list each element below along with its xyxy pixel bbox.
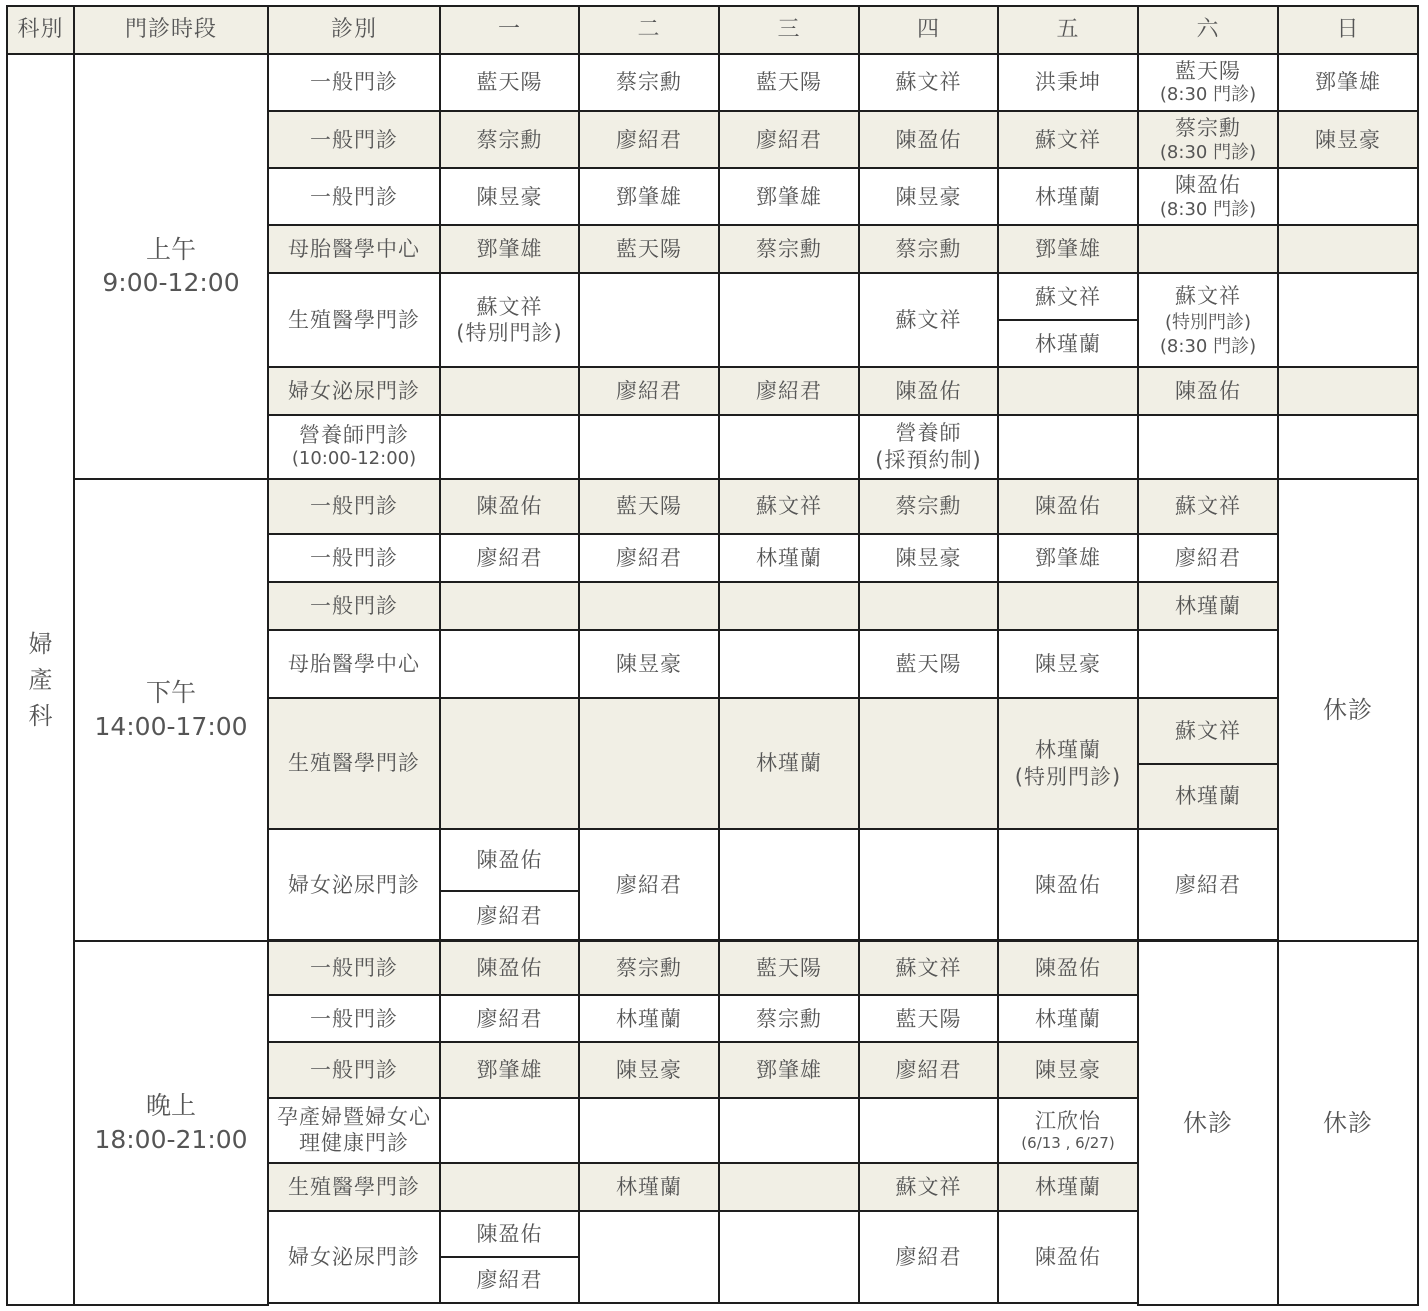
- schedule-cell: 藍天陽: [719, 941, 859, 995]
- schedule-note: (特別門診): [1164, 311, 1252, 333]
- schedule-cell: [719, 1098, 859, 1163]
- schedule-cell: 鄧肇雄: [719, 168, 859, 225]
- schedule-note: (8:30 門診): [1159, 335, 1257, 357]
- schedule-cell: 蔡宗勳: [859, 479, 998, 534]
- schedule-cell: 陳盈佑: [859, 367, 998, 414]
- schedule-note: (8:30 門診): [1159, 198, 1257, 220]
- schedule-cell: 陳昱豪: [579, 1042, 719, 1097]
- schedule-cell: 鄧肇雄: [440, 225, 579, 273]
- clinic-name: 一般門診: [268, 582, 440, 630]
- schedule-cell: 蘇文祥: [1138, 479, 1278, 534]
- doctor-name: 陳盈佑: [1175, 173, 1241, 198]
- clinic-name: 一般門診: [268, 479, 440, 534]
- schedule-note: (特別門診): [456, 321, 563, 346]
- schedule-cell: [579, 1211, 719, 1303]
- schedule-cell: [1138, 54, 1278, 111]
- schedule-cell: 林瑾蘭: [1138, 764, 1278, 829]
- schedule-cell: [719, 415, 859, 479]
- schedule-cell: 陳盈佑: [440, 1211, 579, 1257]
- clinic-name: 一般門診: [268, 941, 440, 995]
- schedule-cell: 蘇文祥: [998, 273, 1138, 320]
- clinic-label: 孕產婦暨婦女心: [277, 1104, 431, 1129]
- schedule-cell: 蔡宗勳: [719, 225, 859, 273]
- schedule-cell: 陳盈佑: [859, 111, 998, 168]
- header-tue: 二: [579, 6, 719, 54]
- schedule-note: (6/13 , 6/27): [1021, 1133, 1115, 1152]
- schedule-cell: [1278, 168, 1418, 225]
- schedule-cell: [859, 415, 998, 479]
- schedule-cell: 陳盈佑: [998, 941, 1138, 995]
- header-fri: 五: [998, 6, 1138, 54]
- schedule-cell: 廖紹君: [579, 829, 719, 940]
- schedule-cell: [440, 1163, 579, 1211]
- clinic-name: 一般門診: [268, 168, 440, 225]
- schedule-cell: 陳昱豪: [998, 630, 1138, 698]
- schedule-cell: [859, 698, 998, 829]
- schedule-cell: [579, 582, 719, 630]
- evening-sunday-closed: 休診: [1278, 941, 1418, 1305]
- schedule-cell: 陳盈佑: [440, 479, 579, 534]
- schedule-cell: 鄧肇雄: [719, 1042, 859, 1097]
- clinic-name: 生殖醫學門診: [268, 698, 440, 829]
- schedule-cell: 鄧肇雄: [998, 225, 1138, 273]
- header-wed: 三: [719, 6, 859, 54]
- schedule-cell: 廖紹君: [579, 111, 719, 168]
- schedule-cell: 陳盈佑: [440, 941, 579, 995]
- schedule-cell: 藍天陽: [719, 54, 859, 111]
- evening-period-cell: [74, 941, 268, 1305]
- schedule-cell: 藍天陽: [440, 54, 579, 111]
- schedule-cell: 蘇文祥: [859, 1163, 998, 1211]
- schedule-cell: [440, 415, 579, 479]
- schedule-cell: 洪秉坤: [998, 54, 1138, 111]
- clinic-name: 婦女泌尿門診: [268, 829, 440, 940]
- schedule-cell: 林瑾蘭: [998, 168, 1138, 225]
- schedule-cell: 廖紹君: [1138, 534, 1278, 582]
- schedule-cell: 廖紹君: [859, 1042, 998, 1097]
- clinic-label: 理健康門診: [299, 1131, 409, 1156]
- schedule-note: (特別門診): [1014, 764, 1122, 789]
- schedule-cell: [998, 582, 1138, 630]
- doctor-name: 藍天陽: [1175, 59, 1241, 84]
- table-row: [7, 479, 1418, 534]
- schedule-cell: 蘇文祥: [1138, 698, 1278, 764]
- schedule-cell: [1278, 415, 1418, 479]
- schedule-cell: 陳昱豪: [859, 168, 998, 225]
- clinic-name: 母胎醫學中心: [268, 630, 440, 698]
- header-department: 科別: [7, 6, 74, 54]
- schedule-cell: 藍天陽: [579, 479, 719, 534]
- schedule-cell: 陳昱豪: [440, 168, 579, 225]
- schedule-cell: 蘇文祥: [719, 479, 859, 534]
- schedule-cell: 廖紹君: [440, 1257, 579, 1303]
- doctor-name: 蘇文祥: [476, 295, 543, 320]
- schedule-cell: [579, 698, 719, 829]
- schedule-cell: [440, 367, 579, 414]
- schedule-cell: 林瑾蘭: [998, 995, 1138, 1042]
- schedule-cell: 廖紹君: [579, 367, 719, 414]
- clinic-name: 婦女泌尿門診: [268, 1211, 440, 1303]
- schedule-cell: 鄧肇雄: [440, 1042, 579, 1097]
- header-sun: 日: [1278, 6, 1418, 54]
- clinic-name: [268, 1098, 440, 1163]
- schedule-note: (8:30 門診): [1159, 84, 1257, 106]
- schedule-cell: 廖紹君: [440, 891, 579, 940]
- header-clinic: 診別: [268, 6, 440, 54]
- clinic-name: 一般門診: [268, 1042, 440, 1097]
- department-label: 婦產科: [28, 629, 54, 730]
- clinic-name: 生殖醫學門診: [268, 1163, 440, 1211]
- schedule-cell: [1138, 168, 1278, 225]
- schedule-cell: [719, 582, 859, 630]
- clinic-name: 婦女泌尿門診: [268, 367, 440, 414]
- schedule-cell: 林瑾蘭: [579, 995, 719, 1042]
- clinic-name: 一般門診: [268, 54, 440, 111]
- schedule-cell: 林瑾蘭: [719, 534, 859, 582]
- schedule-cell: 蘇文祥: [859, 941, 998, 995]
- schedule-note: (採預約制): [875, 447, 982, 472]
- schedule-cell: 藍天陽: [579, 225, 719, 273]
- evening-time: 18:00-21:00: [94, 1125, 248, 1155]
- schedule-cell: [719, 829, 859, 940]
- schedule-cell: 廖紹君: [719, 367, 859, 414]
- schedule-cell: [998, 1098, 1138, 1163]
- afternoon-period-cell: [74, 479, 268, 942]
- clinic-name: 生殖醫學門診: [268, 273, 440, 367]
- schedule-cell: [440, 273, 579, 367]
- schedule-cell: [719, 1163, 859, 1211]
- schedule-cell: 廖紹君: [1138, 829, 1278, 940]
- clinic-hours: (10:00-12:00): [291, 448, 417, 470]
- schedule-cell: 陳盈佑: [440, 829, 579, 891]
- schedule-cell: 蘇文祥: [998, 111, 1138, 168]
- schedule-cell: [440, 630, 579, 698]
- schedule-cell: [859, 582, 998, 630]
- morning-time: 9:00-12:00: [102, 268, 240, 298]
- schedule-cell: 廖紹君: [719, 111, 859, 168]
- schedule-cell: [1278, 225, 1418, 273]
- schedule-cell: 鄧肇雄: [1278, 54, 1418, 111]
- afternoon-name: 下午: [145, 678, 196, 708]
- schedule-cell: [859, 1098, 998, 1163]
- morning-period-cell: [74, 54, 268, 479]
- header-sat: 六: [1138, 6, 1278, 54]
- schedule-cell: 蘇文祥: [859, 273, 998, 367]
- schedule-cell: [440, 698, 579, 829]
- clinic-label: 營養師門診: [299, 423, 409, 448]
- schedule-cell: 藍天陽: [859, 630, 998, 698]
- clinic-schedule-table: [6, 5, 1419, 1306]
- schedule-cell: [1138, 111, 1278, 168]
- clinic-name: [268, 415, 440, 479]
- doctor-name: 營養師: [895, 421, 962, 446]
- header-mon: 一: [440, 6, 579, 54]
- schedule-cell: [1138, 225, 1278, 273]
- schedule-cell: 廖紹君: [440, 534, 579, 582]
- schedule-cell: 林瑾蘭: [579, 1163, 719, 1211]
- schedule-cell: 蘇文祥: [859, 54, 998, 111]
- evening-name: 晚上: [145, 1091, 196, 1121]
- schedule-cell: 陳盈佑: [998, 479, 1138, 534]
- schedule-cell: 林瑾蘭: [719, 698, 859, 829]
- schedule-cell: 蔡宗勳: [579, 941, 719, 995]
- doctor-name: 蘇文祥: [1175, 283, 1241, 308]
- afternoon-time: 14:00-17:00: [94, 711, 248, 741]
- afternoon-sunday-closed: 休診: [1278, 479, 1418, 942]
- table-row: [7, 941, 1418, 995]
- header-session: 門診時段: [74, 6, 268, 54]
- schedule-cell: 鄧肇雄: [998, 534, 1138, 582]
- schedule-cell: 陳盈佑: [998, 1211, 1138, 1303]
- schedule-cell: 陳盈佑: [998, 829, 1138, 940]
- clinic-name: 一般門診: [268, 995, 440, 1042]
- schedule-cell: 藍天陽: [859, 995, 998, 1042]
- schedule-note: (8:30 門診): [1159, 141, 1257, 163]
- schedule-cell: [579, 1098, 719, 1163]
- schedule-cell: [998, 698, 1138, 829]
- schedule-cell: 陳昱豪: [859, 534, 998, 582]
- schedule-cell: [719, 273, 859, 367]
- schedule-cell: 林瑾蘭: [1138, 582, 1278, 630]
- schedule-cell: [579, 273, 719, 367]
- clinic-name: 母胎醫學中心: [268, 225, 440, 273]
- header-row: [7, 6, 1418, 54]
- schedule-cell: 蔡宗勳: [440, 111, 579, 168]
- schedule-cell: [1278, 273, 1418, 367]
- schedule-cell: [440, 1098, 579, 1163]
- schedule-cell: [579, 415, 719, 479]
- schedule-cell: [1138, 630, 1278, 698]
- schedule-cell: [719, 1211, 859, 1303]
- schedule-cell: 蔡宗勳: [719, 995, 859, 1042]
- schedule-cell: 鄧肇雄: [579, 168, 719, 225]
- schedule-cell: [1278, 367, 1418, 414]
- schedule-cell: [998, 415, 1138, 479]
- schedule-cell: 陳盈佑: [1138, 367, 1278, 414]
- schedule-cell: 廖紹君: [859, 1211, 998, 1303]
- schedule-cell: 林瑾蘭: [998, 1163, 1138, 1211]
- schedule-cell: 林瑾蘭: [998, 320, 1138, 367]
- schedule-cell: [859, 829, 998, 940]
- schedule-cell: [1138, 415, 1278, 479]
- schedule-cell: [1138, 273, 1278, 367]
- schedule-cell: [719, 630, 859, 698]
- schedule-cell: 陳昱豪: [998, 1042, 1138, 1097]
- evening-saturday-closed: 休診: [1138, 941, 1278, 1305]
- schedule-cell: 廖紹君: [440, 995, 579, 1042]
- clinic-name: 一般門診: [268, 111, 440, 168]
- morning-name: 上午: [145, 234, 196, 264]
- schedule-cell: 陳昱豪: [579, 630, 719, 698]
- schedule-cell: [440, 582, 579, 630]
- clinic-name: 一般門診: [268, 534, 440, 582]
- schedule-cell: 蔡宗勳: [579, 54, 719, 111]
- doctor-name: 江欣怡: [1035, 1108, 1101, 1133]
- schedule-cell: 陳昱豪: [1278, 111, 1418, 168]
- department-cell: [7, 54, 74, 1305]
- schedule-cell: 蔡宗勳: [859, 225, 998, 273]
- doctor-name: 林瑾蘭: [1035, 738, 1101, 763]
- table-row: [7, 54, 1418, 111]
- schedule-cell: [998, 367, 1138, 414]
- header-thu: 四: [859, 6, 998, 54]
- schedule-cell: 廖紹君: [579, 534, 719, 582]
- doctor-name: 蔡宗勳: [1175, 116, 1241, 141]
